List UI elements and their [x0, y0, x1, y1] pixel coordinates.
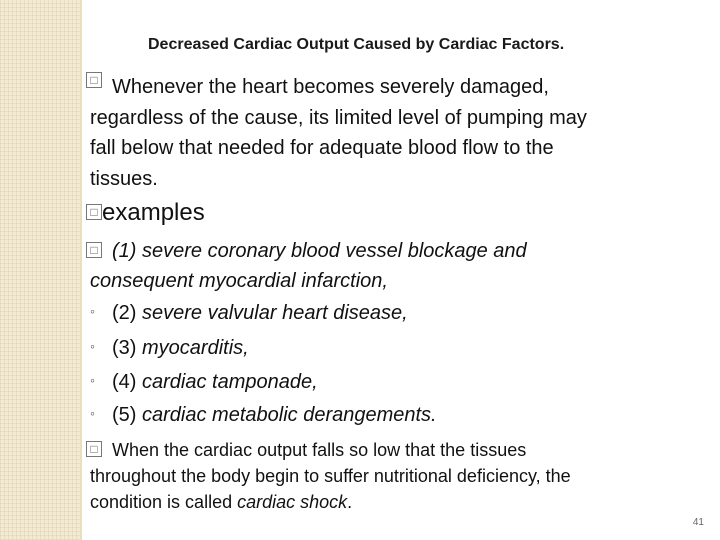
paragraph-line: regardless of the cause, its limited level of pumping may	[90, 106, 587, 129]
decorative-side-band	[0, 0, 80, 540]
side-divider	[80, 0, 82, 540]
bullet-box-icon: □	[86, 242, 102, 258]
sub-bullet-icon: ◦	[90, 372, 95, 388]
sub-bullet-icon: ◦	[90, 303, 95, 319]
sub-item	[90, 371, 318, 394]
sub-item-number: (2)	[112, 302, 137, 324]
examples-heading	[90, 198, 690, 228]
slide-title: Decreased Cardiac Output Caused by Cardiac Factors.	[148, 36, 565, 53]
paragraph-text: condition is called	[90, 492, 238, 512]
sub-bullet-icon: ◦	[90, 405, 95, 421]
sub-item-text: myocarditis,	[142, 337, 249, 359]
sub-item-number: (3)	[112, 337, 137, 359]
example-line: consequent myocardial infarction,	[90, 270, 388, 292]
sub-item-number: (5)	[112, 404, 137, 426]
bullet-box-icon: □	[86, 204, 102, 220]
sub-item	[90, 337, 249, 360]
page-number: 41	[692, 517, 704, 528]
paragraph-line: tissues.	[90, 167, 158, 190]
sub-item	[90, 302, 408, 325]
paragraph-line: throughout the body begin to suffer nutritional deficiency, the	[90, 466, 571, 486]
example-line: (1) severe coronary blood vessel blockage and	[112, 240, 527, 262]
paragraph-line: fall below that needed for adequate blood flow to the	[90, 137, 554, 159]
sub-bullet-icon: ◦	[90, 338, 95, 354]
sub-item-text: cardiac metabolic derangements.	[142, 404, 437, 426]
sub-item-text: severe valvular heart disease,	[142, 302, 408, 324]
paragraph-text: .	[347, 492, 353, 512]
paragraph-line: Whenever the heart becomes severely damaged,	[112, 76, 549, 98]
bullet-box-icon: □	[86, 72, 102, 88]
paragraph-line	[90, 489, 690, 515]
sub-item	[90, 404, 437, 427]
bullet-box-icon: □	[86, 441, 102, 457]
sub-item-text: cardiac tamponade,	[142, 371, 318, 393]
paragraph-heart-damage	[90, 72, 690, 194]
examples-label: examples	[102, 199, 205, 226]
paragraph-cardiac-shock	[90, 437, 690, 515]
sub-item-number: (4)	[112, 371, 137, 393]
cardiac-shock-term: cardiac shock	[237, 492, 348, 512]
paragraph-line: When the cardiac output falls so low that the tissues	[112, 440, 527, 460]
example-intro	[90, 236, 690, 296]
